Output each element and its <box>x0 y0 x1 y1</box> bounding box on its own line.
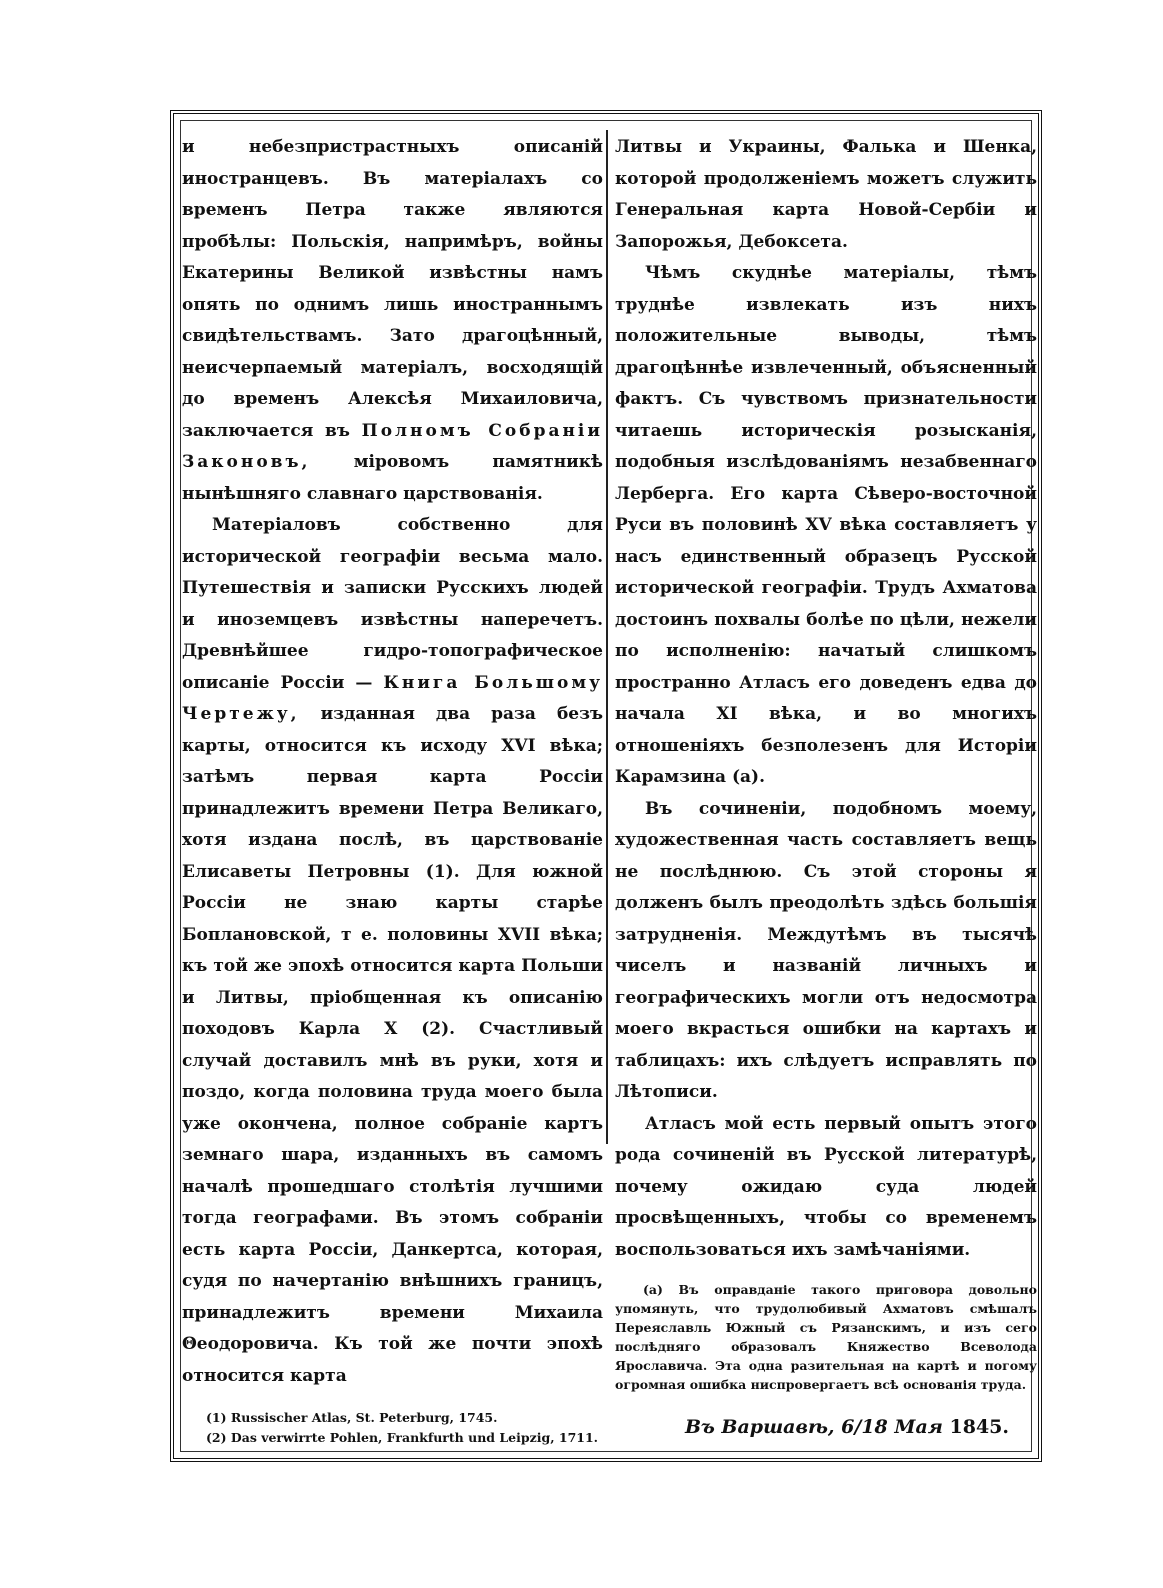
left-p1-spaced-title: Полномъ Собраніи Законовъ, <box>182 420 603 472</box>
right-paragraph-2: Чѣмъ скуднѣе матеріалы, тѣмъ труднѣе извлекать изъ нихъ положительные выводы, тѣмъ драгоцѣннѣе извлеченный, объясненный фактъ. Съ чувствомъ признательности читаешь историческія розысканія, подобныя изслѣдованіямъ незабвеннаго Лерберга. Его карта Сѣверо-восточной Руси въ половинѣ XV вѣка составляетъ у насъ единственный образецъ Русской исторической географіи. Трудъ Ахматова достоинъ похвалы болѣе по цѣли, нежели по исполненію: начатый слишкомъ пространно Атласъ его доведенъ едва до начала XI вѣка, и во многихъ отношеніяхъ безполезенъ для Исторіи Карамзина (а). <box>615 263 1037 787</box>
right-text-column <box>615 132 1037 1444</box>
signature-date-number: 6/18 <box>841 1416 888 1438</box>
left-footnotes <box>182 1408 603 1448</box>
signature-place: Въ Варшавѣ, <box>684 1416 835 1438</box>
right-paragraph-1: Литвы и Украины, Фалька и Шенка, которой продолженіемъ можетъ служить Генеральная карта Новой-Сербіи и Запорожья, Дебоксета. <box>615 137 1037 252</box>
footnote-2: (2) Das verwirrte Pohlen, Frankfurth und Leipzig, 1711. <box>206 1430 599 1445</box>
footnote-a: (а) Въ оправданіе такого приговора довольно упомянуть, что трудолюбивый Ахматовъ смѣшалъ Переяславль Южный съ Рязанскимъ, и изъ сего послѣдняго образовалъ Княжество Всеволода Ярославича. Эта одна разительная на картѣ и погому огромная ошибка ниспровергаетъ всѣ основанія труда. <box>615 1282 1037 1392</box>
column-divider <box>606 130 608 1144</box>
signature-line <box>615 1412 1037 1444</box>
left-paragraph-1 <box>182 132 603 510</box>
right-paragraph-3: Въ сочиненіи, подобномъ моему, художественная часть составляетъ вещь не послѣднюю. Съ этой стороны я долженъ былъ преодолѣть здѣсь большія затрудненія. Междутѣмъ въ тысячѣ чиселъ и названій личныхъ и географическихъ могли отъ недосмотра моего вкрасться ошибки на картахъ и таблицахъ: ихъ слѣдуетъ исправлять по Лѣтописи. <box>615 798 1037 1102</box>
signature-month: Мая <box>894 1416 943 1438</box>
left-text-column <box>182 132 603 1448</box>
page-border-frame <box>170 110 1042 1462</box>
footnote-1: (1) Russischer Atlas, St. Peterburg, 1745. <box>206 1410 498 1425</box>
right-paragraph-4: Атласъ мой есть первый опытъ этого рода сочиненій въ Русской литературѣ, почему ожидаю суда людей просвѣщенныхъ, чтобы со временемъ воспользоваться ихъ замѣчаніями. <box>615 1113 1037 1260</box>
left-p1-text: и небезпристрастныхъ описаній иностранцевъ. Въ матеріалахъ со временъ Петра также являются пробѣлы: Польскія, напримѣръ, войны Екатерины Великой извѣстны намъ опять по однимъ лишь иностраннымъ свидѣтельствамъ. Зато драгоцѣнный, неисчерпаемый матеріалъ, восходящій до временъ Алексѣя Михаиловича, заключается въ <box>182 137 603 441</box>
left-p1-end: міровомъ памятникѣ нынѣшняго славнаго царствованія. <box>182 452 603 504</box>
left-p2-end: изданная два раза безъ карты, относится къ исходу XVI вѣка; затѣмъ первая карта Россіи принадлежитъ времени Петра Великаго, хотя издана послѣ, въ царствованіе Елисаветы Петровны (1). Для южной Россіи не знаю карты старѣе Боплановской, т е. половины XVII вѣка; къ той же эпохѣ относится карта Польши и Литвы, пріобщенная къ описанію походовъ Карла X (2). Счастливый случай доставилъ мнѣ въ руки, хотя и поздо, когда половина труда моего была уже окончена, полное собраніе картъ земнаго шара, изданныхъ въ самомъ началѣ прошедшаго столѣтія лучшими тогда географами. Въ этомъ собраніи есть карта Россіи, Данкертса, которая, судя по начертанію внѣшнихъ границъ, принадлежитъ времени Михаила Θеодоровича. Къ той же почти эпохѣ относится карта <box>182 704 603 1386</box>
left-p2-spaced-title: Книга Большому Чертежу, <box>182 672 604 724</box>
left-p2-start: Матеріаловъ собственно для исторической географіи весьма мало. Путешествія и записки Русскихъ людей и иноземцевъ извѣстны наперечетъ. Древнѣйшее гидро-топографическое описаніе Россіи — <box>182 515 603 693</box>
left-paragraph-2 <box>182 510 603 1392</box>
signature-year: 1845. <box>949 1416 1009 1438</box>
